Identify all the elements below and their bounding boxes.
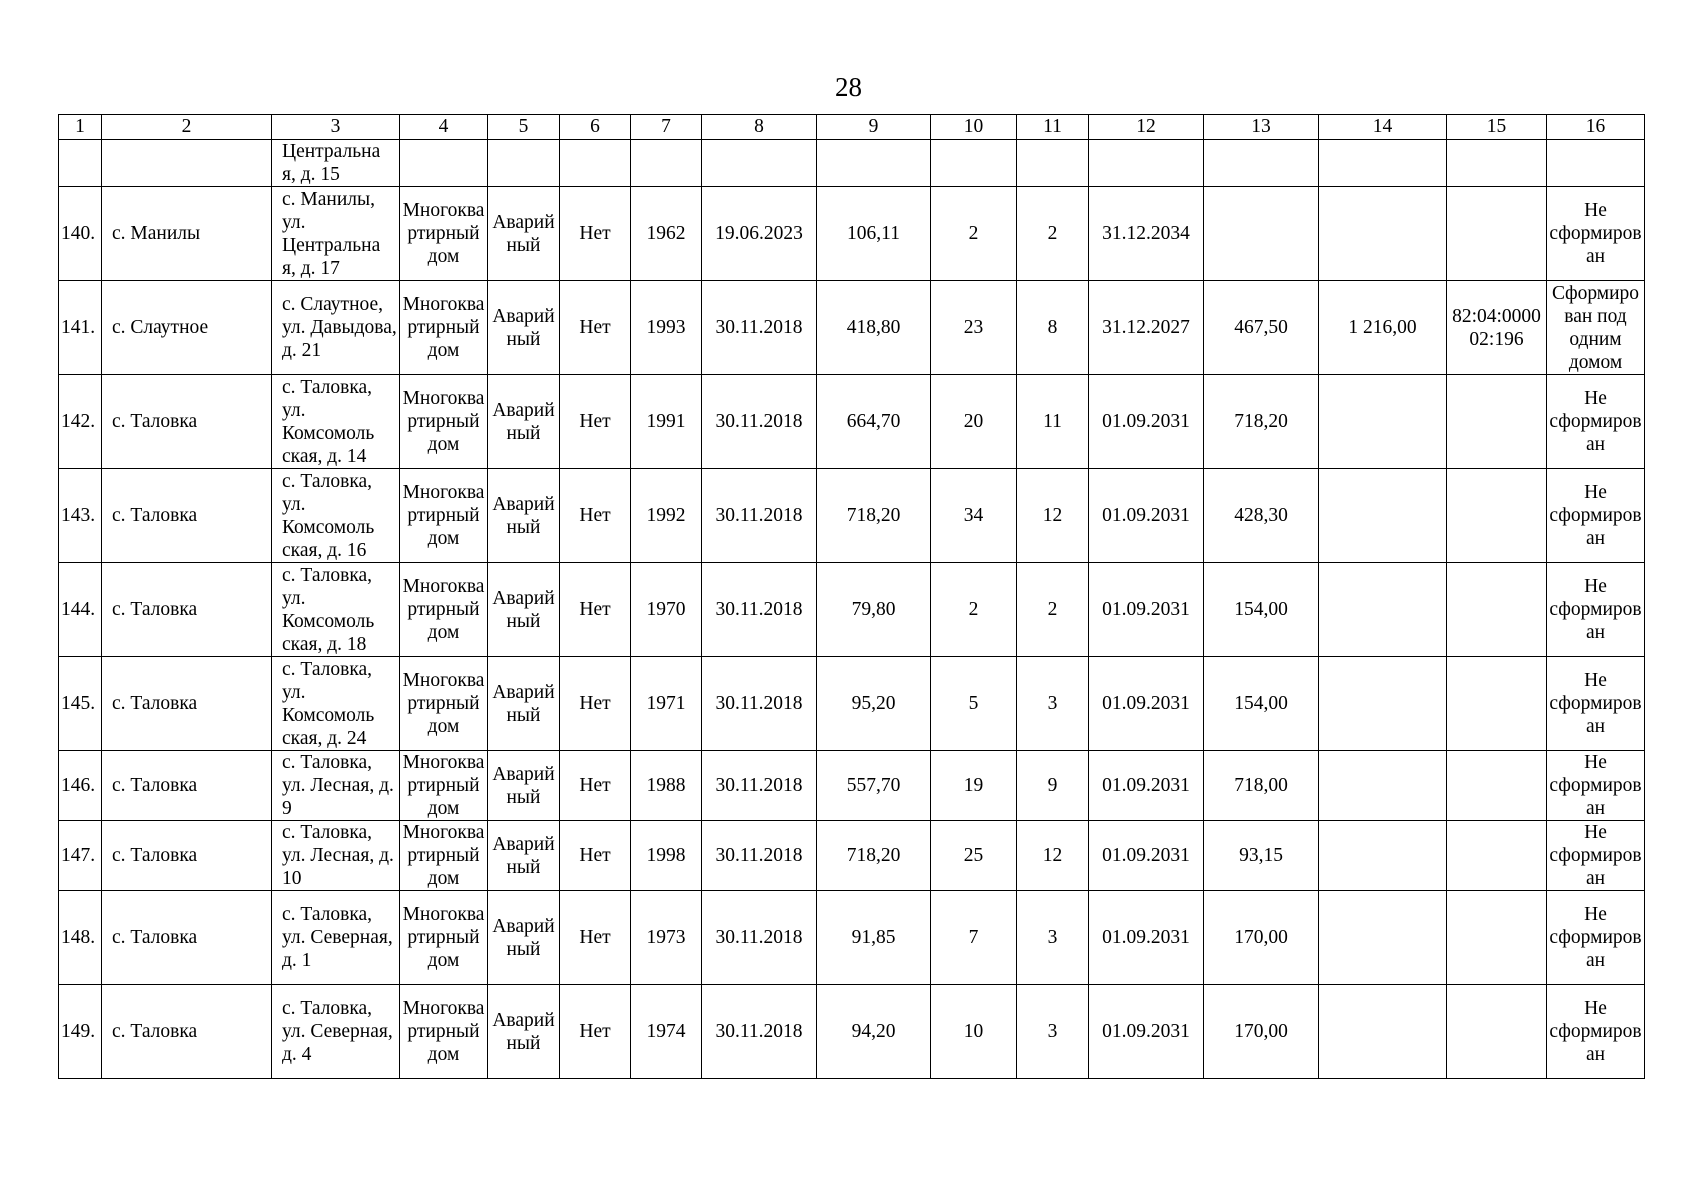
address-cell: с. Таловка, ул. Северная, д. 4 bbox=[272, 985, 400, 1079]
land-status-cell: Не сформиров ан bbox=[1547, 187, 1645, 281]
land-status-cell: Не сформиров ан bbox=[1547, 375, 1645, 469]
status-cell: Аварий ный bbox=[488, 281, 560, 375]
table-row bbox=[59, 187, 1645, 281]
col14-cell bbox=[1319, 187, 1447, 281]
row-number: 143. bbox=[59, 469, 102, 563]
year-cell: 1973 bbox=[631, 891, 702, 985]
column-header: 11 bbox=[1017, 115, 1089, 140]
col10-cell: 23 bbox=[931, 281, 1017, 375]
date-cell: 30.11.2018 bbox=[702, 657, 817, 751]
date-cell: 30.11.2018 bbox=[702, 821, 817, 891]
plan-date-cell: 01.09.2031 bbox=[1089, 985, 1204, 1079]
status-cell: Аварий ный bbox=[488, 187, 560, 281]
col10-cell: 25 bbox=[931, 821, 1017, 891]
status-cell: Аварий ный bbox=[488, 751, 560, 821]
status-cell: Аварий ный bbox=[488, 563, 560, 657]
col10-cell: 2 bbox=[931, 563, 1017, 657]
area-cell: 79,80 bbox=[817, 563, 931, 657]
column-header: 8 bbox=[702, 115, 817, 140]
land-status-cell: Не сформиров ан bbox=[1547, 469, 1645, 563]
row-number: 148. bbox=[59, 891, 102, 985]
col13-cell: 154,00 bbox=[1204, 563, 1319, 657]
col13-cell: 718,00 bbox=[1204, 751, 1319, 821]
year-cell: 1993 bbox=[631, 281, 702, 375]
col6-cell: Нет bbox=[560, 469, 631, 563]
row-number: 142. bbox=[59, 375, 102, 469]
area-cell: 106,11 bbox=[817, 187, 931, 281]
col10-cell: 34 bbox=[931, 469, 1017, 563]
col14-cell: 1 216,00 bbox=[1319, 281, 1447, 375]
column-header: 3 bbox=[272, 115, 400, 140]
year-cell: 1998 bbox=[631, 821, 702, 891]
col6-cell: Нет bbox=[560, 985, 631, 1079]
col6-cell: Нет bbox=[560, 821, 631, 891]
col10-cell: 20 bbox=[931, 375, 1017, 469]
year-cell: 1992 bbox=[631, 469, 702, 563]
address-cell: с. Таловка, ул. Комсомоль ская, д. 14 bbox=[272, 375, 400, 469]
house-type-cell: Многоква ртирный дом bbox=[400, 375, 488, 469]
plan-date-cell: 01.09.2031 bbox=[1089, 751, 1204, 821]
settlement-cell: с. Таловка bbox=[102, 657, 272, 751]
col10-cell: 2 bbox=[931, 187, 1017, 281]
col13-cell: 154,00 bbox=[1204, 657, 1319, 751]
col11-cell: 3 bbox=[1017, 891, 1089, 985]
col6-cell: Нет bbox=[560, 281, 631, 375]
status-cell: Аварий ный bbox=[488, 469, 560, 563]
continuation-row bbox=[59, 140, 1645, 187]
column-header: 15 bbox=[1447, 115, 1547, 140]
address-cell: с. Таловка, ул. Комсомоль ская, д. 24 bbox=[272, 657, 400, 751]
col14-cell bbox=[1319, 657, 1447, 751]
address-cell: с. Таловка, ул. Комсомоль ская, д. 18 bbox=[272, 563, 400, 657]
col10-cell: 5 bbox=[931, 657, 1017, 751]
col13-cell: 467,50 bbox=[1204, 281, 1319, 375]
land-status-cell: Не сформиров ан bbox=[1547, 891, 1645, 985]
status-cell: Аварий ный bbox=[488, 375, 560, 469]
year-cell: 1988 bbox=[631, 751, 702, 821]
land-status-cell: Не сформиров ан bbox=[1547, 563, 1645, 657]
col6-cell: Нет bbox=[560, 657, 631, 751]
col11-cell: 3 bbox=[1017, 657, 1089, 751]
area-cell: 557,70 bbox=[817, 751, 931, 821]
header-row bbox=[59, 115, 1645, 140]
row-number: 141. bbox=[59, 281, 102, 375]
col13-cell: 93,15 bbox=[1204, 821, 1319, 891]
land-status-cell: Не сформиров ан bbox=[1547, 821, 1645, 891]
plan-date-cell: 01.09.2031 bbox=[1089, 563, 1204, 657]
column-header: 14 bbox=[1319, 115, 1447, 140]
cadastral-cell bbox=[1447, 751, 1547, 821]
cadastral-cell bbox=[1447, 375, 1547, 469]
address-cell: с. Слаутное, ул. Давыдова, д. 21 bbox=[272, 281, 400, 375]
area-cell: 664,70 bbox=[817, 375, 931, 469]
col11-cell: 2 bbox=[1017, 563, 1089, 657]
column-header: 10 bbox=[931, 115, 1017, 140]
settlement-cell: с. Таловка bbox=[102, 891, 272, 985]
column-header: 2 bbox=[102, 115, 272, 140]
year-cell: 1991 bbox=[631, 375, 702, 469]
col13-cell: 170,00 bbox=[1204, 985, 1319, 1079]
row-number: 149. bbox=[59, 985, 102, 1079]
address-cell: Центральна я, д. 15 bbox=[272, 140, 400, 187]
col6-cell: Нет bbox=[560, 187, 631, 281]
col14-cell bbox=[1319, 891, 1447, 985]
date-cell: 30.11.2018 bbox=[702, 281, 817, 375]
cadastral-cell bbox=[1447, 891, 1547, 985]
year-cell: 1962 bbox=[631, 187, 702, 281]
settlement-cell: с. Таловка bbox=[102, 563, 272, 657]
address-cell: с. Манилы, ул. Центральна я, д. 17 bbox=[272, 187, 400, 281]
row-number: 140. bbox=[59, 187, 102, 281]
date-cell: 30.11.2018 bbox=[702, 891, 817, 985]
year-cell: 1971 bbox=[631, 657, 702, 751]
date-cell: 30.11.2018 bbox=[702, 375, 817, 469]
house-type-cell: Многоква ртирный дом bbox=[400, 281, 488, 375]
col6-cell: Нет bbox=[560, 563, 631, 657]
status-cell: Аварий ный bbox=[488, 985, 560, 1079]
area-cell: 718,20 bbox=[817, 821, 931, 891]
col10-cell: 10 bbox=[931, 985, 1017, 1079]
column-header: 16 bbox=[1547, 115, 1645, 140]
land-status-cell: Не сформиров ан bbox=[1547, 751, 1645, 821]
area-cell: 91,85 bbox=[817, 891, 931, 985]
col14-cell bbox=[1319, 375, 1447, 469]
cadastral-cell bbox=[1447, 821, 1547, 891]
col11-cell: 8 bbox=[1017, 281, 1089, 375]
table-row bbox=[59, 751, 1645, 821]
col14-cell bbox=[1319, 469, 1447, 563]
plan-date-cell: 01.09.2031 bbox=[1089, 891, 1204, 985]
col13-cell bbox=[1204, 187, 1319, 281]
row-number: 145. bbox=[59, 657, 102, 751]
cadastral-cell bbox=[1447, 985, 1547, 1079]
table-row bbox=[59, 375, 1645, 469]
status-cell: Аварий ный bbox=[488, 657, 560, 751]
area-cell: 95,20 bbox=[817, 657, 931, 751]
col14-cell bbox=[1319, 751, 1447, 821]
cadastral-cell bbox=[1447, 563, 1547, 657]
col6-cell: Нет bbox=[560, 891, 631, 985]
date-cell: 30.11.2018 bbox=[702, 469, 817, 563]
column-header: 13 bbox=[1204, 115, 1319, 140]
column-header: 6 bbox=[560, 115, 631, 140]
column-header: 9 bbox=[817, 115, 931, 140]
col13-cell: 170,00 bbox=[1204, 891, 1319, 985]
settlement-cell: с. Слаутное bbox=[102, 281, 272, 375]
col10-cell: 19 bbox=[931, 751, 1017, 821]
col11-cell: 12 bbox=[1017, 821, 1089, 891]
cadastral-cell bbox=[1447, 469, 1547, 563]
col10-cell: 7 bbox=[931, 891, 1017, 985]
cadastral-cell: 82:04:0000 02:196 bbox=[1447, 281, 1547, 375]
plan-date-cell: 01.09.2031 bbox=[1089, 375, 1204, 469]
area-cell: 418,80 bbox=[817, 281, 931, 375]
land-status-cell: Не сформиров ан bbox=[1547, 657, 1645, 751]
col6-cell: Нет bbox=[560, 751, 631, 821]
plan-date-cell: 01.09.2031 bbox=[1089, 657, 1204, 751]
house-type-cell: Многоква ртирный дом bbox=[400, 821, 488, 891]
col11-cell: 9 bbox=[1017, 751, 1089, 821]
address-cell: с. Таловка, ул. Комсомоль ская, д. 16 bbox=[272, 469, 400, 563]
cadastral-cell bbox=[1447, 187, 1547, 281]
house-type-cell: Многоква ртирный дом bbox=[400, 891, 488, 985]
status-cell: Аварий ный bbox=[488, 891, 560, 985]
address-cell: с. Таловка, ул. Лесная, д. 10 bbox=[272, 821, 400, 891]
row-number: 144. bbox=[59, 563, 102, 657]
column-header: 7 bbox=[631, 115, 702, 140]
plan-date-cell: 31.12.2034 bbox=[1089, 187, 1204, 281]
table-row bbox=[59, 985, 1645, 1079]
area-cell: 94,20 bbox=[817, 985, 931, 1079]
col11-cell: 2 bbox=[1017, 187, 1089, 281]
date-cell: 30.11.2018 bbox=[702, 563, 817, 657]
table-row bbox=[59, 821, 1645, 891]
plan-date-cell: 31.12.2027 bbox=[1089, 281, 1204, 375]
table-row bbox=[59, 563, 1645, 657]
column-header: 12 bbox=[1089, 115, 1204, 140]
row-number: 146. bbox=[59, 751, 102, 821]
col11-cell: 3 bbox=[1017, 985, 1089, 1079]
land-status-cell: Сформиро ван под одним домом bbox=[1547, 281, 1645, 375]
settlement-cell: с. Таловка bbox=[102, 821, 272, 891]
table-row bbox=[59, 469, 1645, 563]
year-cell: 1974 bbox=[631, 985, 702, 1079]
date-cell: 30.11.2018 bbox=[702, 751, 817, 821]
house-type-cell: Многоква ртирный дом bbox=[400, 985, 488, 1079]
status-cell: Аварий ный bbox=[488, 821, 560, 891]
column-header: 5 bbox=[488, 115, 560, 140]
row-number: 147. bbox=[59, 821, 102, 891]
year-cell: 1970 bbox=[631, 563, 702, 657]
col11-cell: 12 bbox=[1017, 469, 1089, 563]
page-number: 28 bbox=[835, 72, 862, 102]
house-type-cell: Многоква ртирный дом bbox=[400, 751, 488, 821]
col13-cell: 428,30 bbox=[1204, 469, 1319, 563]
plan-date-cell: 01.09.2031 bbox=[1089, 821, 1204, 891]
cadastral-cell bbox=[1447, 657, 1547, 751]
land-status-cell: Не сформиров ан bbox=[1547, 985, 1645, 1079]
col11-cell: 11 bbox=[1017, 375, 1089, 469]
settlement-cell: с. Таловка bbox=[102, 985, 272, 1079]
column-header: 1 bbox=[59, 115, 102, 140]
date-cell: 30.11.2018 bbox=[702, 985, 817, 1079]
settlement-cell: с. Таловка bbox=[102, 469, 272, 563]
date-cell: 19.06.2023 bbox=[702, 187, 817, 281]
house-type-cell: Многоква ртирный дом bbox=[400, 187, 488, 281]
settlement-cell: с. Таловка bbox=[102, 375, 272, 469]
address-cell: с. Таловка, ул. Северная, д. 1 bbox=[272, 891, 400, 985]
house-type-cell: Многоква ртирный дом bbox=[400, 657, 488, 751]
plan-date-cell: 01.09.2031 bbox=[1089, 469, 1204, 563]
column-header: 4 bbox=[400, 115, 488, 140]
col13-cell: 718,20 bbox=[1204, 375, 1319, 469]
col14-cell bbox=[1319, 563, 1447, 657]
table-row bbox=[59, 657, 1645, 751]
house-type-cell: Многоква ртирный дом bbox=[400, 563, 488, 657]
address-cell: с. Таловка, ул. Лесная, д. 9 bbox=[272, 751, 400, 821]
col6-cell: Нет bbox=[560, 375, 631, 469]
settlement-cell: с. Манилы bbox=[102, 187, 272, 281]
col14-cell bbox=[1319, 985, 1447, 1079]
col14-cell bbox=[1319, 821, 1447, 891]
settlement-cell: с. Таловка bbox=[102, 751, 272, 821]
house-type-cell: Многоква ртирный дом bbox=[400, 469, 488, 563]
table-row bbox=[59, 891, 1645, 985]
area-cell: 718,20 bbox=[817, 469, 931, 563]
housing-table bbox=[58, 114, 1645, 1079]
table-row bbox=[59, 281, 1645, 375]
